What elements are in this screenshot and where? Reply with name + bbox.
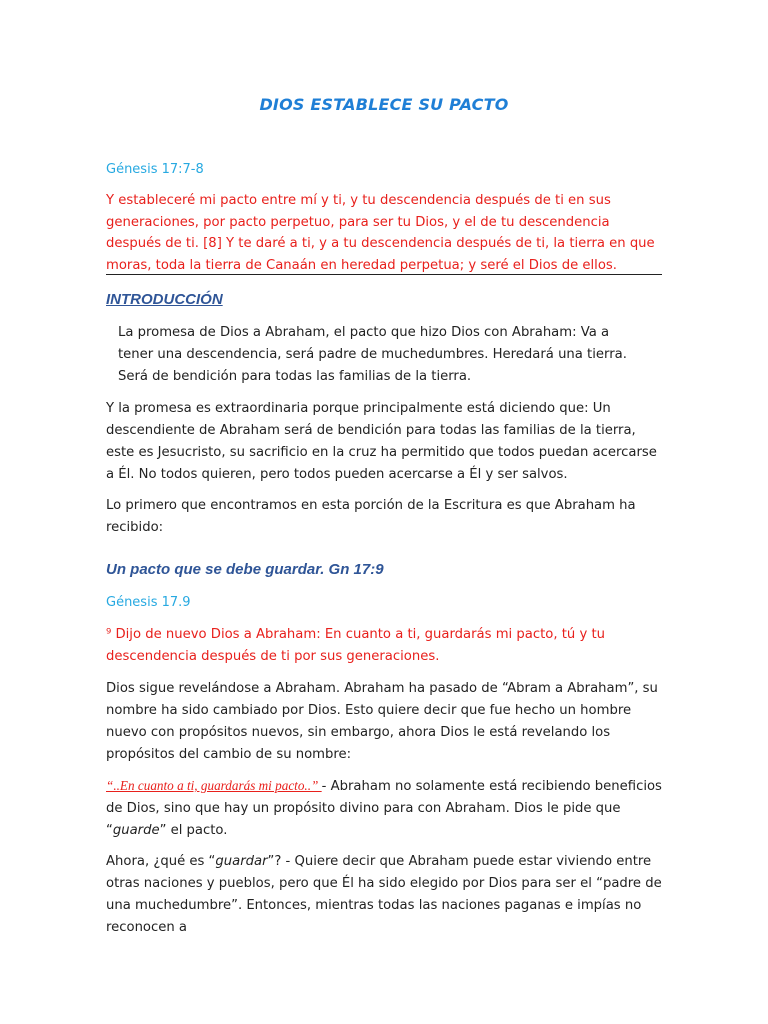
body-paragraph: Y la promesa es extraordinaria porque principalmente está diciendo que: Un descendiente de Abraham será de bendición para todas las familias de la tierra, este es Jesucristo, su sacrificio en la cruz ha permitido que todos puedan acercarse a Él. No todos quieren, pero todos pueden acercarse a Él y ser salvos.	[106, 401, 657, 482]
section-heading: Un pacto que se debe guardar. Gn 17:9	[106, 561, 384, 578]
body-paragraph: Ahora, ¿qué es “guardar”? - Quiere decir que Abraham puede estar viviendo entre otras naciones y pueblos, pero que Él ha sido elegido por Dios para ser el “padre de una muchedumbre”. Entonces, mientras todas las naciones paganas e impías no reconocen a	[106, 854, 662, 935]
scripture-reference: Génesis 17:7-8	[106, 162, 204, 177]
intro-paragraph: La promesa de Dios a Abraham, el pacto que hizo Dios con Abraham: Va a tener una descendencia, será padre de muchedumbres. Heredará una tierra. Será de bendición para todas las familias de la tierra.	[118, 325, 627, 384]
body-paragraph: Lo primero que encontramos en esta porción de la Escritura es que Abraham ha recibido:	[106, 498, 636, 535]
intro-heading: INTRODUCCIÓN	[106, 291, 223, 308]
scripture-verse: ⁹ Dijo de nuevo Dios a Abraham: En cuanto a ti, guardarás mi pacto, tú y tu descendencia después de ti por sus generaciones.	[106, 627, 605, 664]
horizontal-rule	[106, 274, 662, 275]
scripture-quote: “..En cuanto a ti, guardarás mi pacto..”	[106, 778, 322, 793]
emphasis-text: guardar	[215, 854, 268, 869]
scripture-reference: Génesis 17.9	[106, 595, 191, 610]
scripture-verse: Y estableceré mi pacto entre mí y ti, y tu descendencia después de ti en sus generaciones, por pacto perpetuo, para ser tu Dios, y el de tu descendencia después de ti. [8] Y te daré a ti, y a tu descendencia después de ti, la tierra en que moras, toda la tierra de Canaán en heredad perpetua; y seré el Dios de ellos.	[106, 193, 655, 274]
emphasis-text: guarde	[112, 822, 160, 838]
body-paragraph: Dios sigue revelándose a Abraham. Abraham ha pasado de “Abram a Abraham”, su nombre ha sido cambiado por Dios. Esto quiere decir que fue hecho un hombre nuevo con propósitos nuevos, sin embargo, ahora Dios le está revelando los propósitos del cambio de su nombre:	[106, 681, 658, 762]
document-title: DIOS ESTABLECE SU PACTO	[259, 95, 509, 114]
body-paragraph: “..En cuanto a ti, guardarás mi pacto..” - Abraham no solamente está recibiendo beneficios de Dios, sino que hay un propósito divino para con Abraham. Dios le pide que “guarde” el pacto.	[106, 778, 662, 838]
